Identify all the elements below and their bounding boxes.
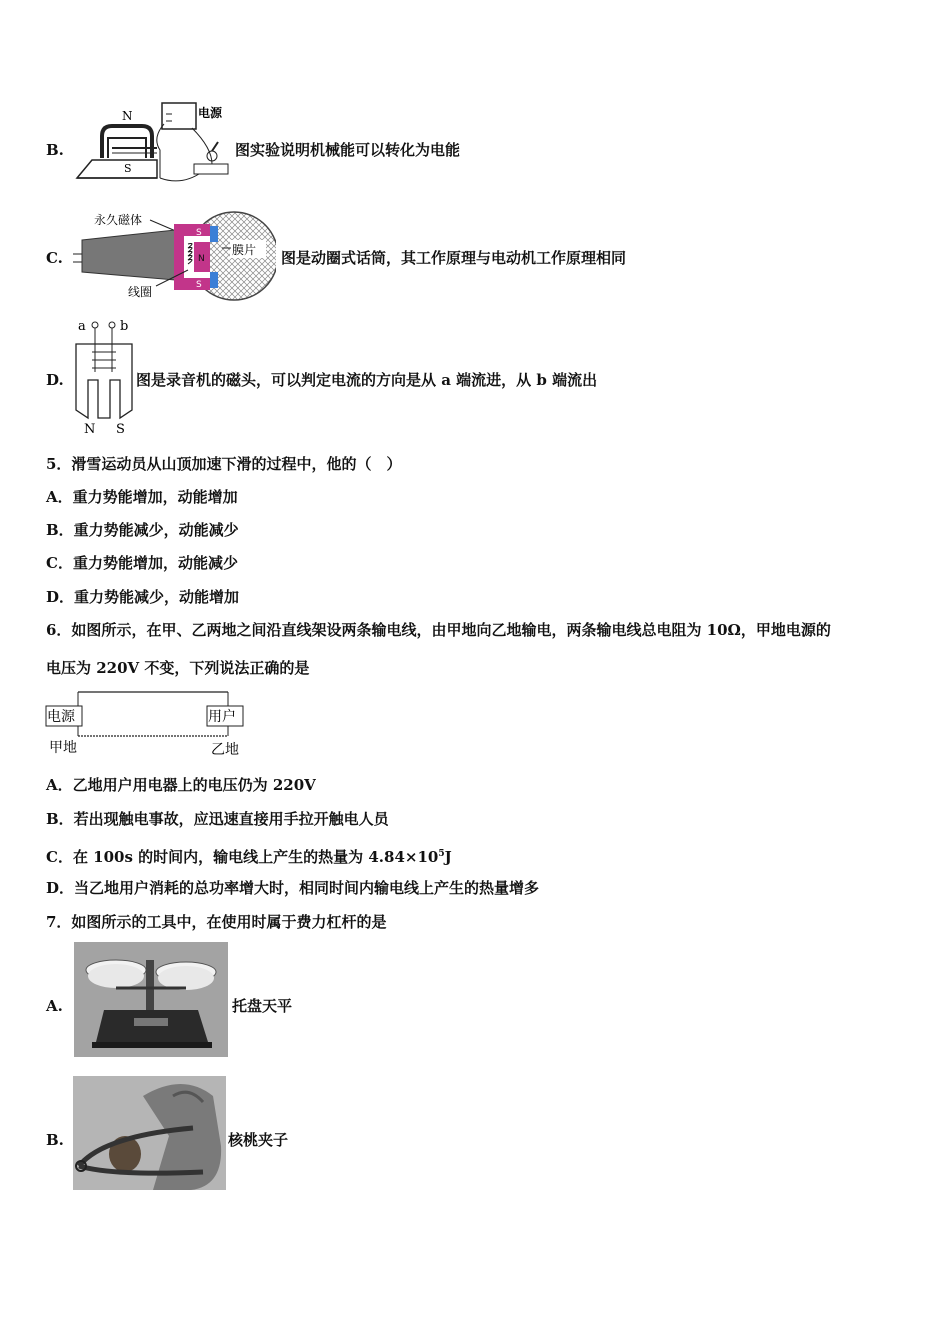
fig-c-s1: S xyxy=(196,228,202,238)
q5-stem: 5．滑雪运动员从山顶加速下滑的过程中，他的（ ） xyxy=(46,455,402,473)
q7-option-b-letter: B. xyxy=(46,1131,64,1149)
fig-b-n: N xyxy=(122,109,133,123)
fig6-place-a: 甲地 xyxy=(49,740,77,756)
fig-c-magnet: 永久磁体 xyxy=(94,213,143,227)
dynamic-microphone-figure xyxy=(70,204,276,304)
q5-option-b: B．重力势能减少，动能减少 xyxy=(46,521,239,539)
transmission-line-figure xyxy=(44,688,250,760)
q6-option-b: B．若出现触电事故，应迅速直接用手拉开触电人员 xyxy=(46,810,389,828)
option-b-text: 图实验说明机械能可以转化为电能 xyxy=(235,141,461,159)
q6-stem-line1: 6．如图所示，在甲、乙两地之间沿直线架设两条输电线，由甲地向乙地输电，两条输电线总电阻为 10Ω，甲地电源的 xyxy=(46,621,831,639)
fig-c-coil: 线圈 xyxy=(128,285,153,299)
q5-option-c: C．重力势能增加，动能减少 xyxy=(46,554,238,572)
fig-c-n: N xyxy=(198,254,205,264)
fig-b-s: S xyxy=(124,162,132,175)
q6-stem-line2: 电压为 220V 不变，下列说法正确的是 xyxy=(46,659,310,677)
nutcracker-photo xyxy=(73,1076,226,1190)
fig6-place-b: 乙地 xyxy=(211,742,239,758)
q6-option-d: D．当乙地用户消耗的总功率增大时，相同时间内输电线上产生的热量增多 xyxy=(46,879,540,897)
tape-head-figure xyxy=(72,314,138,438)
fig-d-a: a xyxy=(78,319,86,334)
q6-option-c xyxy=(46,845,452,866)
q6-option-a: A．乙地用户用电器上的电压仍为 220V xyxy=(46,776,316,794)
fig6-source: 电源 xyxy=(47,709,75,725)
option-d-letter: D. xyxy=(46,371,64,389)
fig6-user: 用户 xyxy=(208,709,236,725)
fig-c-membrane: 膜片 xyxy=(232,243,257,257)
fig-c-s2: S xyxy=(196,280,202,290)
fig-d-b: b xyxy=(120,319,129,334)
q6-option-c-exponent: 5 xyxy=(438,849,445,859)
option-b-letter: B. xyxy=(46,141,64,159)
q5-option-d: D．重力势能减少，动能增加 xyxy=(46,588,240,606)
q7-option-a-text: 托盘天平 xyxy=(232,997,293,1015)
q6-option-c-main: C．在 100s 的时间内，输电线上产生的热量为 4.84×10 xyxy=(46,848,439,866)
q5-option-a: A．重力势能增加，动能增加 xyxy=(46,488,238,506)
balance-scale-photo xyxy=(74,942,228,1057)
generator-experiment-figure xyxy=(72,98,236,186)
q7-stem: 7．如图所示的工具中，在使用时属于费力杠杆的是 xyxy=(46,913,387,931)
option-c-letter: C. xyxy=(46,249,63,267)
q7-option-b-text: 核桃夹子 xyxy=(228,1131,289,1149)
q6-option-c-unit: J xyxy=(444,848,452,866)
q7-option-a-letter: A. xyxy=(46,997,63,1015)
option-d-text: 图是录音机的磁头，可以判定电流的方向是从 a 端流进，从 b 端流出 xyxy=(136,371,598,389)
fig-d-s: S xyxy=(116,422,125,437)
option-c-text: 图是动圈式话筒，其工作原理与电动机工作原理相同 xyxy=(281,249,627,267)
fig-d-n: N xyxy=(84,422,96,437)
fig-b-power: 电源 xyxy=(198,106,223,120)
